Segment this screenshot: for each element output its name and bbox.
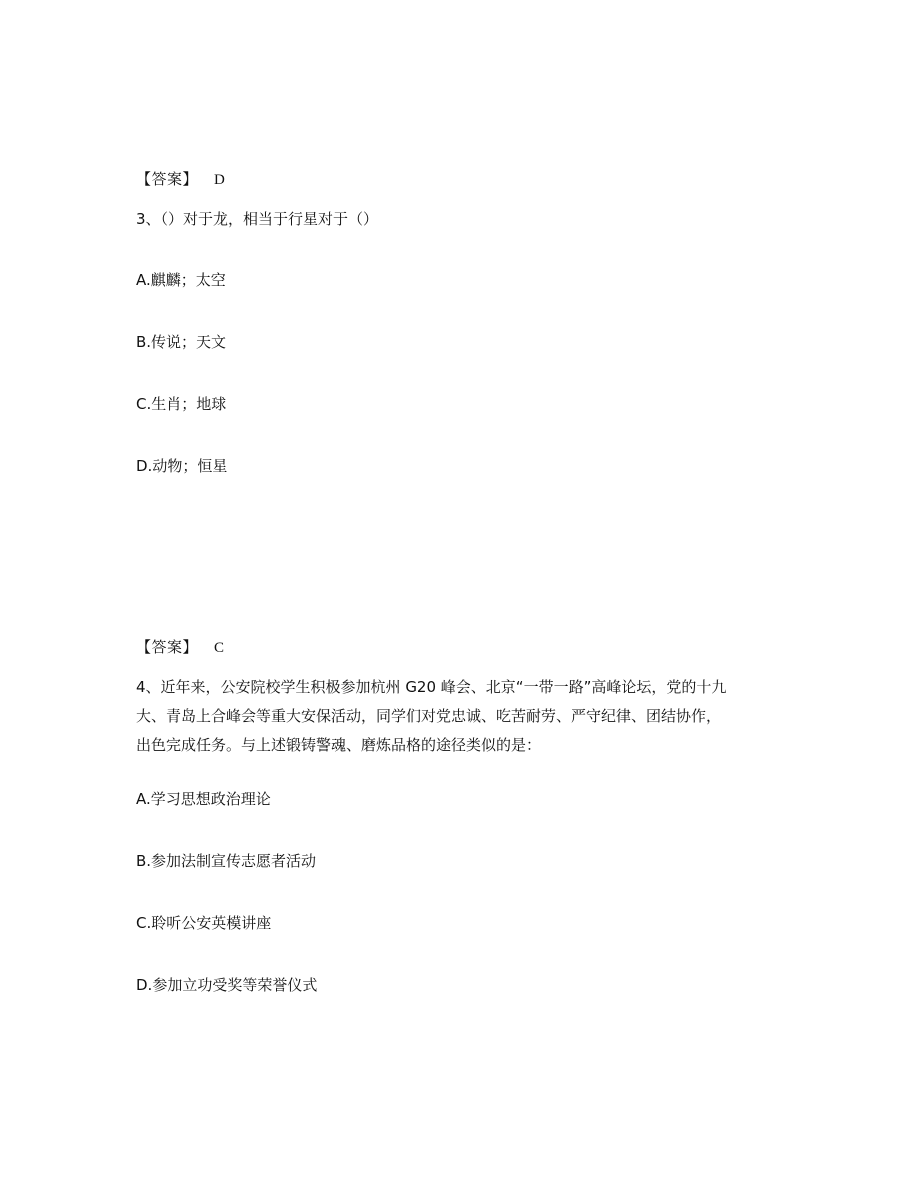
question-4-option-d: D.参加立功受奖等荣誉仪式 <box>136 976 318 994</box>
question-3-option-d: D.动物；恒星 <box>136 457 228 475</box>
question-3-option-b: B.传说；天文 <box>136 333 227 351</box>
answer-label: 【答案】 <box>136 170 199 188</box>
question-4-option-b: B.参加法制宣传志愿者活动 <box>136 852 317 870</box>
question-3-option-c: C.生肖；地球 <box>136 395 227 413</box>
question-4-option-a: A.学习思想政治理论 <box>136 790 271 808</box>
question-3-option-a: A.麒麟；太空 <box>136 271 226 289</box>
question-4-option-c: C.聆听公安英模讲座 <box>136 914 272 932</box>
answer-value: C <box>214 640 225 656</box>
question-3-text: 3、（）对于龙，相当于行星对于（） <box>136 210 379 228</box>
answer-label: 【答案】 <box>136 638 199 656</box>
answer-value: D <box>214 172 226 188</box>
question-4-text-line-3: 出色完成任务。与上述锻铸警魂、磨炼品格的途径类似的是： <box>136 736 542 754</box>
question-4-text-line-2: 大、青岛上合峰会等重大安保活动，同学们对党忠诚、吃苦耐劳、严守纪律、团结协作， <box>136 707 722 725</box>
question-4-text-line-1: 4、近年来，公安院校学生积极参加杭州 G20 峰会、北京“一带一路”高峰论坛，党的十九 <box>136 678 727 696</box>
answer-row-2 <box>136 637 225 658</box>
answer-row-1 <box>136 169 225 190</box>
